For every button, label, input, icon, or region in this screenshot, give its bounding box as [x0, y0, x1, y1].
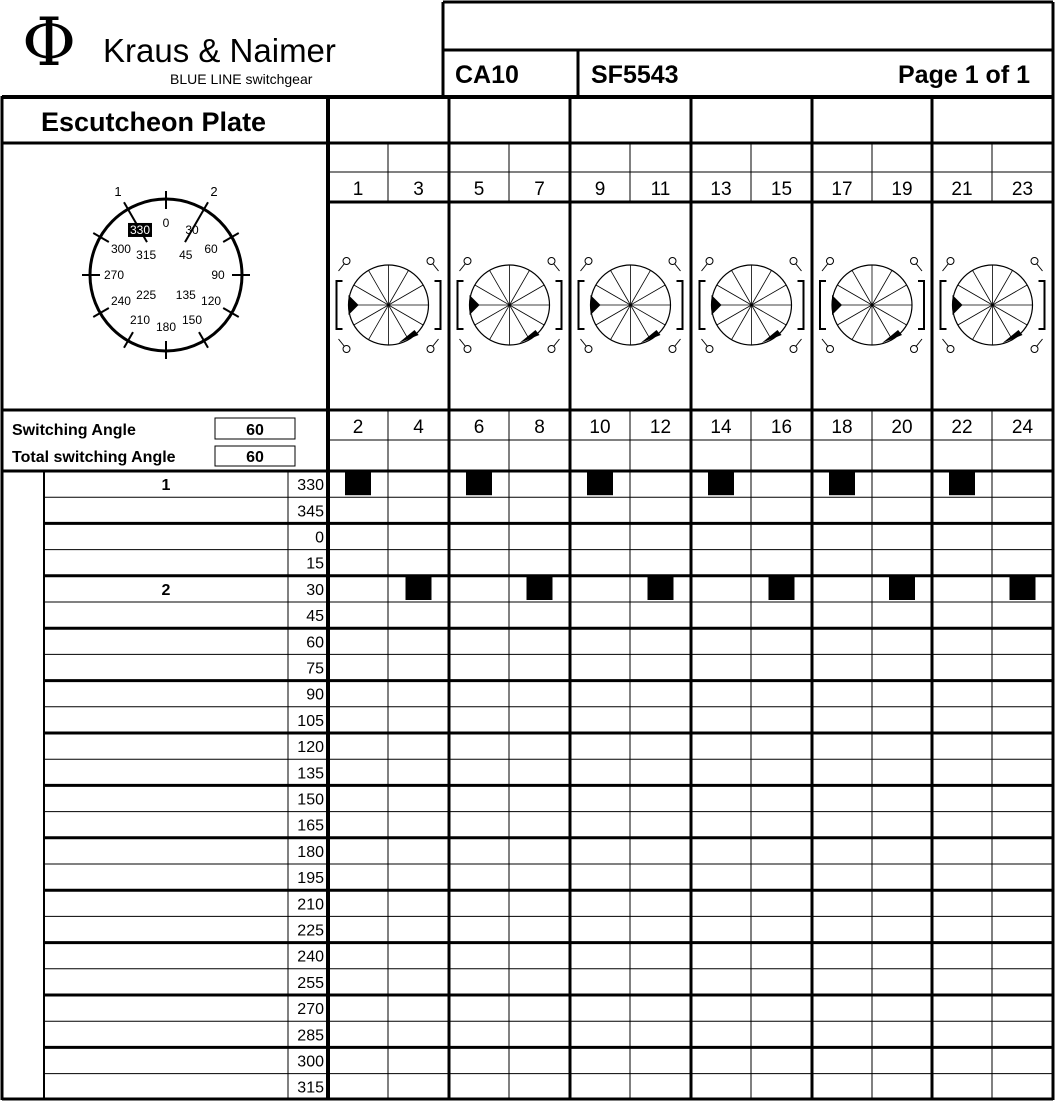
dial-position-label: 2	[210, 183, 218, 199]
position-label: 2	[161, 581, 171, 599]
angle-label: 300	[297, 1053, 324, 1071]
terminal-number-bottom: 10	[589, 417, 611, 438]
terminal-number-top: 9	[594, 179, 606, 200]
brand-tagline: BLUE LINE switchgear	[170, 71, 313, 87]
dial-angle-label: 60	[204, 242, 218, 256]
angle-label: 150	[297, 791, 324, 809]
angle-label: 15	[306, 555, 324, 573]
terminal-number-top: 7	[534, 179, 545, 200]
terminal-number-top: 23	[1011, 179, 1034, 200]
angle-label: 90	[306, 686, 324, 704]
section-title: Escutcheon Plate	[41, 107, 267, 137]
dial-angle-label: 300	[110, 242, 131, 256]
dial-angle-label: 270	[103, 268, 125, 282]
angle-label: 135	[297, 765, 324, 783]
contact-element	[458, 258, 562, 353]
dial-angle-label: 150	[181, 313, 203, 328]
dial-inner-angle-label: 315	[136, 248, 157, 263]
angle-label: 345	[297, 503, 324, 521]
closed-contact-mark	[949, 472, 975, 495]
angle-label: 330	[297, 477, 324, 495]
dial-angle-label: 180	[155, 320, 177, 334]
angle-label: 105	[297, 712, 324, 730]
terminal-number-bottom: 18	[831, 417, 853, 438]
terminal-number-bottom: 12	[649, 417, 672, 438]
terminal-number-top: 5	[473, 179, 485, 200]
dial-angle-label: 90	[211, 268, 225, 282]
contact-element	[700, 258, 804, 353]
contact-element	[337, 258, 441, 353]
series-code: CA10	[455, 61, 519, 89]
closed-contact-mark	[527, 577, 553, 600]
total-switching-angle-label: Total switching Angle	[12, 449, 176, 466]
logo-symbol: Φ	[22, 4, 77, 81]
position-label: 1	[161, 477, 171, 495]
closed-contact-mark	[829, 472, 855, 495]
part-number: SF5543	[591, 61, 679, 89]
angle-label: 270	[297, 1001, 324, 1019]
closed-contact-mark	[708, 472, 734, 495]
terminal-number-bottom: 16	[770, 417, 793, 438]
angle-label: 30	[306, 581, 324, 599]
angle-label: 225	[297, 922, 324, 940]
angle-label: 285	[297, 1027, 324, 1045]
angle-label: 210	[297, 896, 324, 914]
dial-inner-angle-label: 225	[136, 287, 157, 302]
angle-label: 180	[297, 843, 324, 861]
contact-element	[579, 258, 683, 353]
page-indicator: Page 1 of 1	[898, 61, 1030, 89]
terminal-number-bottom: 20	[891, 417, 913, 438]
total-switching-angle-value: 60	[246, 449, 264, 466]
angle-label: 60	[306, 634, 324, 652]
angle-label: 315	[297, 1079, 324, 1097]
angle-label: 0	[315, 529, 324, 547]
angle-label: 240	[297, 948, 324, 966]
closed-contact-mark	[648, 577, 674, 600]
terminal-number-top: 13	[710, 179, 732, 200]
terminal-number-bottom: 6	[473, 417, 485, 438]
terminal-number-top: 19	[891, 179, 913, 200]
dial-position-label: 1	[114, 183, 122, 199]
dial-angle-label: 240	[110, 294, 131, 308]
terminal-number-bottom: 14	[710, 417, 732, 438]
angle-label: 45	[306, 608, 324, 626]
closed-contact-mark	[345, 472, 371, 495]
terminal-number-top: 17	[831, 179, 853, 200]
dial-angle-label: 30	[185, 222, 199, 237]
terminal-number-bottom: 2	[352, 417, 364, 438]
terminal-number-top: 21	[951, 179, 973, 200]
dial-angle-label: 330	[129, 222, 151, 237]
angle-label: 120	[297, 739, 324, 757]
angle-label: 75	[306, 660, 324, 678]
dial-inner-angle-label: 135	[175, 287, 196, 302]
contact-element	[820, 258, 924, 353]
terminal-number-top: 3	[413, 179, 424, 200]
closed-contact-mark	[406, 577, 432, 600]
switching-angle-label: Switching Angle	[12, 422, 136, 439]
terminal-number-bottom: 4	[413, 417, 424, 438]
terminal-number-bottom: 22	[951, 417, 973, 438]
closed-contact-mark	[1010, 577, 1036, 600]
terminal-number-top: 1	[352, 179, 364, 200]
closed-contact-mark	[769, 577, 795, 600]
terminal-number-bottom: 8	[534, 417, 545, 438]
switching-angle-value: 60	[246, 422, 264, 439]
closed-contact-mark	[587, 472, 613, 495]
closed-contact-mark	[466, 472, 492, 495]
angle-label: 255	[297, 974, 324, 992]
angle-label: 165	[297, 817, 324, 835]
dial-angle-label: 0	[162, 216, 170, 230]
dial-inner-angle-label: 45	[179, 248, 193, 263]
terminal-number-top: 15	[770, 179, 793, 200]
contact-element	[941, 258, 1045, 353]
terminal-number-bottom: 24	[1011, 417, 1034, 438]
terminal-number-top: 11	[650, 179, 671, 200]
closed-contact-mark	[889, 577, 915, 600]
angle-label: 195	[297, 870, 324, 888]
dial-angle-label: 120	[201, 294, 222, 308]
dial-angle-label: 210	[129, 313, 151, 328]
brand-name: Kraus & Naimer	[103, 32, 336, 69]
